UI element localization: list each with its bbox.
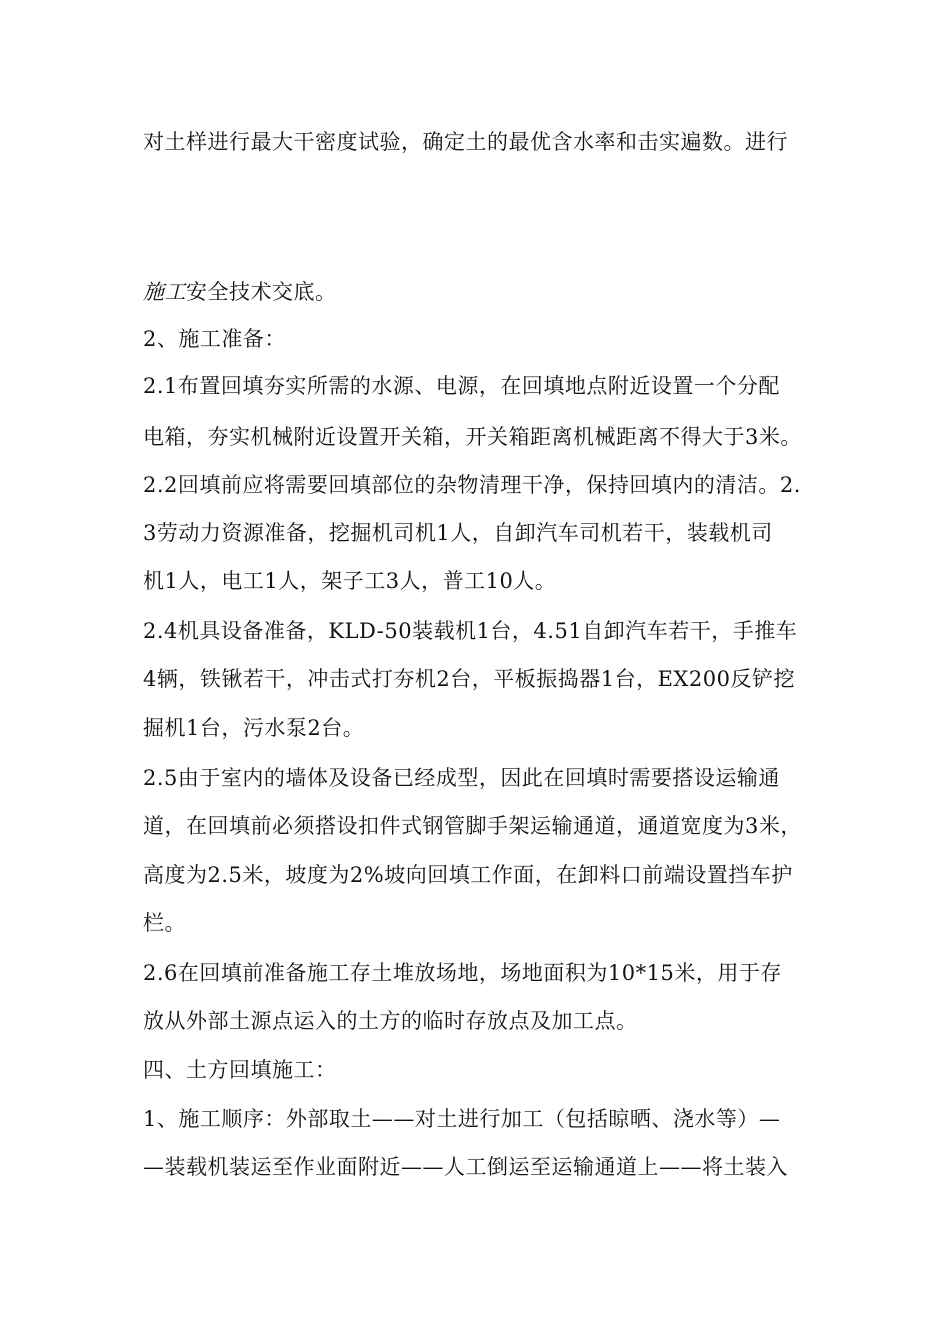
paragraph-line: 3劳动力资源准备，挖掘机司机1人，自卸汽车司机若干，装载机司 <box>143 521 773 545</box>
paragraph-line <box>143 277 337 307</box>
paragraph-line: 1、施工顺序：外部取土——对土进行加工（包括晾晒、浇水等）— <box>143 1107 781 1131</box>
paragraph-line: 2.1布置回填夯实所需的水源、电源，在回填地点附近设置一个分配 <box>143 374 780 398</box>
italic-text: 施工 <box>143 280 186 304</box>
section-heading: 四、土方回填施工： <box>143 1058 337 1082</box>
paragraph-line: 掘机1台，污水泵2台。 <box>143 716 365 740</box>
paragraph-line: 对土样进行最大干密度试验，确定土的最优含水率和击实遍数。进行 <box>143 130 788 154</box>
section-heading: 2、施工准备： <box>143 327 286 351</box>
paragraph-line: 高度为2.5米，坡度为2%坡向回填工作面，在卸料口前端设置挡车护 <box>143 863 793 887</box>
text-span: 安全技术交底。 <box>186 280 337 304</box>
paragraph-line: 栏。 <box>143 911 186 935</box>
paragraph-line: 2.4机具设备准备，KLD-50装载机1台，4.51自卸汽车若干，手推车 <box>143 619 798 643</box>
paragraph-line: 2.5由于室内的墙体及设备已经成型，因此在回填时需要搭设运输通 <box>143 766 780 790</box>
paragraph-line: 电箱，夯实机械附近设置开关箱，开关箱距离机械距离不得大于3米。 <box>143 425 802 449</box>
paragraph-line: 4辆，铁锹若干，冲击式打夯机2台，平板振捣器1台，EX200反铲挖 <box>143 667 795 691</box>
paragraph-line: 道，在回填前必须搭设扣件式钢管脚手架运输通道，通道宽度为3米， <box>143 814 802 838</box>
paragraph-line: 机1人，电工1人，架子工3人，普工10人。 <box>143 569 557 593</box>
paragraph-line: 放从外部土源点运入的土方的临时存放点及加工点。 <box>143 1009 638 1033</box>
paragraph-line: —装载机装运至作业面附近——人工倒运至运输通道上——将土装入 <box>143 1155 788 1179</box>
paragraph-line: 2.6在回填前准备施工存土堆放场地，场地面积为10*15米，用于存 <box>143 961 782 985</box>
paragraph-line: 2.2回填前应将需要回填部位的杂物清理干净，保持回填内的清洁。2. <box>143 473 801 497</box>
